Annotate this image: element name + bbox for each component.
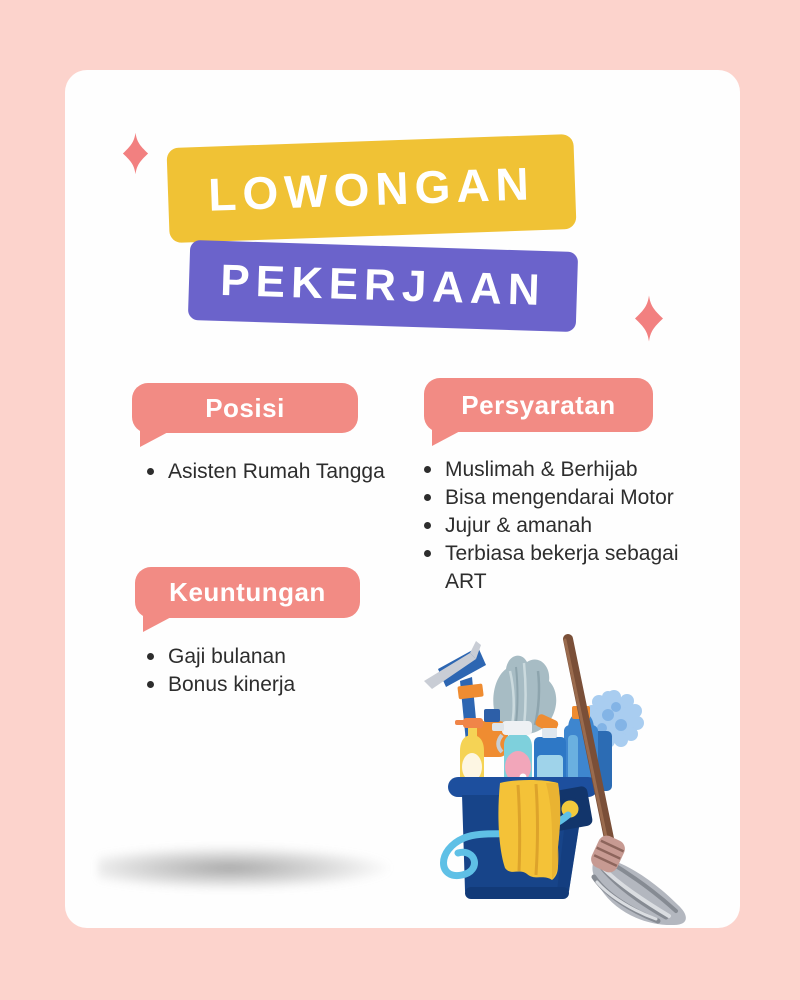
title-line1-text: LOWONGAN xyxy=(207,156,536,221)
sparkle-icon xyxy=(122,132,149,175)
list-item: Jujur & amanah xyxy=(422,512,684,540)
title-line2-text: PEKERJAAN xyxy=(219,255,547,316)
keuntungan-badge xyxy=(135,567,360,618)
list-item: Gaji bulanan xyxy=(145,643,405,671)
posisi-list xyxy=(145,458,430,486)
persyaratan-list xyxy=(422,456,684,596)
cleaning-cloth xyxy=(498,780,560,880)
title-banner-line2 xyxy=(188,240,578,332)
list-item: Asisten Rumah Tangga xyxy=(145,458,430,486)
persyaratan-badge-label: Persyaratan xyxy=(461,389,616,420)
title-banner-line1 xyxy=(166,134,576,243)
keuntungan-badge-label: Keuntungan xyxy=(169,577,326,607)
list-item: Terbiasa bekerja sebagai ART xyxy=(422,540,684,596)
list-item: Muslimah & Berhijab xyxy=(422,456,684,484)
sparkle-icon xyxy=(634,294,664,343)
cleaning-supplies-illustration xyxy=(418,633,718,933)
persyaratan-badge xyxy=(424,378,653,432)
poster-card xyxy=(65,70,740,928)
list-item: Bisa mengendarai Motor xyxy=(422,484,684,512)
posisi-badge-label: Posisi xyxy=(205,392,285,423)
posisi-badge xyxy=(132,383,358,433)
list-item: Bonus kinerja xyxy=(145,671,405,699)
illustration-shadow xyxy=(98,846,390,890)
keuntungan-list xyxy=(145,643,405,699)
